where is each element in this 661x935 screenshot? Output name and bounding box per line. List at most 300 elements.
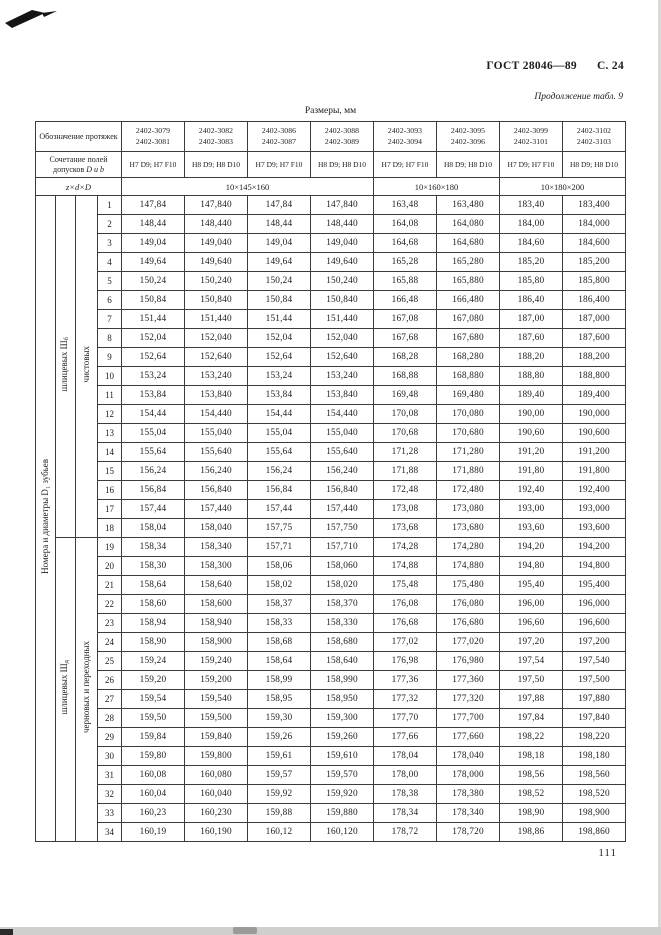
header-row-designations	[36, 122, 626, 152]
tolerance-cell: H8 D9; H8 D10	[311, 152, 374, 178]
value-cell: 192,40	[500, 481, 563, 500]
designation-cell: 2402-3102 2402-3103	[563, 122, 626, 152]
row-number: 28	[98, 709, 122, 728]
axis-label-cell	[36, 196, 56, 842]
designation-cell: 2402-3088 2402-3089	[311, 122, 374, 152]
value-cell: 148,440	[185, 215, 248, 234]
table-row	[36, 633, 626, 652]
value-cell: 197,540	[563, 652, 626, 671]
value-cell: 193,60	[500, 519, 563, 538]
table-row	[36, 196, 626, 215]
designation-cell: 2402-3093 2402-3094	[374, 122, 437, 152]
value-cell: 159,570	[311, 766, 374, 785]
value-cell: 157,710	[311, 538, 374, 557]
value-cell: 160,12	[248, 823, 311, 842]
table-row	[36, 500, 626, 519]
row-number: 15	[98, 462, 122, 481]
value-cell: 152,04	[248, 329, 311, 348]
value-cell: 151,440	[311, 310, 374, 329]
size-group-cell: 10×145×160	[122, 178, 374, 196]
value-cell: 147,840	[311, 196, 374, 215]
row-number: 9	[98, 348, 122, 367]
table-row	[36, 367, 626, 386]
value-cell: 151,440	[185, 310, 248, 329]
value-cell: 178,04	[374, 747, 437, 766]
row-number: 18	[98, 519, 122, 538]
value-cell: 158,940	[185, 614, 248, 633]
value-cell: 158,02	[248, 576, 311, 595]
value-cell: 184,60	[500, 234, 563, 253]
value-cell: 158,95	[248, 690, 311, 709]
value-cell: 155,64	[248, 443, 311, 462]
value-cell: 184,600	[563, 234, 626, 253]
value-cell: 193,00	[500, 500, 563, 519]
value-cell: 198,860	[563, 823, 626, 842]
value-cell: 160,080	[185, 766, 248, 785]
value-cell: 176,080	[437, 595, 500, 614]
value-cell: 159,80	[122, 747, 185, 766]
value-cell: 158,640	[311, 652, 374, 671]
value-cell: 170,68	[374, 424, 437, 443]
value-cell: 156,840	[185, 481, 248, 500]
table-row	[36, 690, 626, 709]
scan-edge-bottom	[0, 927, 661, 935]
value-cell: 153,840	[185, 386, 248, 405]
value-cell: 176,98	[374, 652, 437, 671]
value-cell: 148,44	[248, 215, 311, 234]
size-formula: z×d×D	[36, 178, 122, 196]
value-cell: 159,30	[248, 709, 311, 728]
value-cell: 155,040	[311, 424, 374, 443]
value-cell: 155,04	[122, 424, 185, 443]
table-row	[36, 462, 626, 481]
row-number: 33	[98, 804, 122, 823]
value-cell: 197,54	[500, 652, 563, 671]
table-row	[36, 709, 626, 728]
value-cell: 150,24	[122, 272, 185, 291]
value-cell: 147,84	[122, 196, 185, 215]
value-cell: 167,68	[374, 329, 437, 348]
tolerance-cell: H7 D9; H7 F10	[500, 152, 563, 178]
value-cell: 191,800	[563, 462, 626, 481]
value-cell: 185,200	[563, 253, 626, 272]
tolerance-cell: H7 D9; H7 F10	[248, 152, 311, 178]
value-cell: 169,480	[437, 386, 500, 405]
value-cell: 173,080	[437, 500, 500, 519]
value-cell: 188,200	[563, 348, 626, 367]
value-cell: 157,75	[248, 519, 311, 538]
value-cell: 159,57	[248, 766, 311, 785]
value-cell: 159,300	[311, 709, 374, 728]
value-cell: 150,84	[122, 291, 185, 310]
value-cell: 171,880	[437, 462, 500, 481]
value-cell: 153,24	[248, 367, 311, 386]
value-cell: 168,280	[437, 348, 500, 367]
row-number: 6	[98, 291, 122, 310]
value-cell: 196,00	[500, 595, 563, 614]
value-cell: 149,640	[311, 253, 374, 272]
value-cell: 198,56	[500, 766, 563, 785]
value-cell: 187,000	[563, 310, 626, 329]
value-cell: 168,88	[374, 367, 437, 386]
value-cell: 186,40	[500, 291, 563, 310]
spline-group-cell	[56, 538, 76, 842]
row-number: 2	[98, 215, 122, 234]
value-cell: 191,200	[563, 443, 626, 462]
value-cell: 184,000	[563, 215, 626, 234]
row-number: 13	[98, 424, 122, 443]
value-cell: 149,040	[185, 234, 248, 253]
value-cell: 198,560	[563, 766, 626, 785]
table-row	[36, 215, 626, 234]
row-number: 5	[98, 272, 122, 291]
value-cell: 153,84	[248, 386, 311, 405]
row-number: 16	[98, 481, 122, 500]
value-cell: 197,50	[500, 671, 563, 690]
value-cell: 153,840	[311, 386, 374, 405]
value-cell: 159,610	[311, 747, 374, 766]
table-row	[36, 253, 626, 272]
value-cell: 177,32	[374, 690, 437, 709]
spline-group-cell	[56, 196, 76, 538]
row-number: 31	[98, 766, 122, 785]
value-cell: 159,88	[248, 804, 311, 823]
table-row	[36, 424, 626, 443]
table-row	[36, 804, 626, 823]
value-cell: 149,04	[248, 234, 311, 253]
tolerance-cell: H8 D9; H8 D10	[437, 152, 500, 178]
value-cell: 195,400	[563, 576, 626, 595]
value-cell: 176,680	[437, 614, 500, 633]
value-cell: 174,880	[437, 557, 500, 576]
value-cell: 158,370	[311, 595, 374, 614]
row-number: 11	[98, 386, 122, 405]
value-cell: 196,60	[500, 614, 563, 633]
value-cell: 159,840	[185, 728, 248, 747]
value-cell: 198,900	[563, 804, 626, 823]
value-cell: 174,28	[374, 538, 437, 557]
value-cell: 167,08	[374, 310, 437, 329]
value-cell: 178,00	[374, 766, 437, 785]
value-cell: 156,240	[185, 462, 248, 481]
value-cell: 155,64	[122, 443, 185, 462]
value-cell: 170,680	[437, 424, 500, 443]
value-cell: 164,080	[437, 215, 500, 234]
value-cell: 159,200	[185, 671, 248, 690]
value-cell: 171,28	[374, 443, 437, 462]
table-row	[36, 272, 626, 291]
value-cell: 198,22	[500, 728, 563, 747]
table-caption: Размеры, мм	[304, 106, 357, 116]
value-cell: 165,28	[374, 253, 437, 272]
value-cell: 159,920	[311, 785, 374, 804]
value-cell: 158,68	[248, 633, 311, 652]
value-cell: 149,04	[122, 234, 185, 253]
table-row	[36, 538, 626, 557]
value-cell: 166,480	[437, 291, 500, 310]
tolerance-cell: H7 D9; H7 F10	[374, 152, 437, 178]
value-cell: 198,90	[500, 804, 563, 823]
value-cell: 198,52	[500, 785, 563, 804]
table-row	[36, 747, 626, 766]
value-cell: 152,040	[185, 329, 248, 348]
value-cell: 191,80	[500, 462, 563, 481]
row-number: 8	[98, 329, 122, 348]
table-row	[36, 291, 626, 310]
value-cell: 194,20	[500, 538, 563, 557]
value-cell: 189,400	[563, 386, 626, 405]
value-cell: 154,440	[185, 405, 248, 424]
value-cell: 155,640	[185, 443, 248, 462]
value-cell: 150,24	[248, 272, 311, 291]
value-cell: 183,40	[500, 196, 563, 215]
value-cell: 178,000	[437, 766, 500, 785]
row-number: 12	[98, 405, 122, 424]
value-cell: 197,840	[563, 709, 626, 728]
value-cell: 150,840	[311, 291, 374, 310]
size-group-cell: 10×180×200	[500, 178, 626, 196]
value-cell: 188,80	[500, 367, 563, 386]
tolerance-cell: H8 D9; H8 D10	[185, 152, 248, 178]
value-cell: 159,92	[248, 785, 311, 804]
value-cell: 158,37	[248, 595, 311, 614]
value-cell: 157,44	[248, 500, 311, 519]
value-cell: 157,71	[248, 538, 311, 557]
header-row-tolerances	[36, 152, 626, 178]
value-cell: 169,48	[374, 386, 437, 405]
value-cell: 155,640	[311, 443, 374, 462]
value-cell: 170,08	[374, 405, 437, 424]
teeth-type-label: черновых и переходных	[81, 641, 91, 733]
value-cell: 154,440	[311, 405, 374, 424]
value-cell: 174,280	[437, 538, 500, 557]
value-cell: 188,800	[563, 367, 626, 386]
value-cell: 159,61	[248, 747, 311, 766]
value-cell: 167,080	[437, 310, 500, 329]
value-cell: 159,500	[185, 709, 248, 728]
row-number: 25	[98, 652, 122, 671]
value-cell: 154,44	[122, 405, 185, 424]
value-cell: 189,40	[500, 386, 563, 405]
value-cell: 149,040	[311, 234, 374, 253]
value-cell: 152,640	[185, 348, 248, 367]
table-row	[36, 652, 626, 671]
value-cell: 156,840	[311, 481, 374, 500]
value-cell: 158,900	[185, 633, 248, 652]
value-cell: 158,60	[122, 595, 185, 614]
table-row	[36, 386, 626, 405]
table-row	[36, 766, 626, 785]
value-cell: 171,88	[374, 462, 437, 481]
value-cell: 198,180	[563, 747, 626, 766]
dimensions-table	[35, 121, 626, 842]
value-cell: 160,230	[185, 804, 248, 823]
value-cell: 158,300	[185, 557, 248, 576]
row-number: 3	[98, 234, 122, 253]
value-cell: 190,00	[500, 405, 563, 424]
value-cell: 147,840	[185, 196, 248, 215]
value-cell: 158,990	[311, 671, 374, 690]
value-cell: 159,20	[122, 671, 185, 690]
value-cell: 177,66	[374, 728, 437, 747]
value-cell: 178,380	[437, 785, 500, 804]
value-cell: 163,48	[374, 196, 437, 215]
value-cell: 156,240	[311, 462, 374, 481]
value-cell: 190,600	[563, 424, 626, 443]
row-number: 26	[98, 671, 122, 690]
value-cell: 177,70	[374, 709, 437, 728]
value-cell: 175,48	[374, 576, 437, 595]
table-row	[36, 443, 626, 462]
value-cell: 178,34	[374, 804, 437, 823]
value-cell: 158,020	[311, 576, 374, 595]
spline-group-label: шлицевых $Ш_б$	[59, 336, 71, 392]
value-cell: 194,80	[500, 557, 563, 576]
value-cell: 155,040	[185, 424, 248, 443]
value-cell: 158,34	[122, 538, 185, 557]
table-row	[36, 823, 626, 842]
value-cell: 198,520	[563, 785, 626, 804]
value-cell: 163,480	[437, 196, 500, 215]
value-cell: 151,44	[122, 310, 185, 329]
teeth-type-cell	[76, 196, 98, 538]
value-cell: 197,500	[563, 671, 626, 690]
value-cell: 164,08	[374, 215, 437, 234]
table-row	[36, 595, 626, 614]
table-row	[36, 310, 626, 329]
value-cell: 158,99	[248, 671, 311, 690]
axis-label: Номера и диаметры D₁ зубьев	[40, 458, 50, 574]
value-cell: 183,400	[563, 196, 626, 215]
value-cell: 158,680	[311, 633, 374, 652]
value-cell: 160,19	[122, 823, 185, 842]
value-cell: 157,750	[311, 519, 374, 538]
value-cell: 152,64	[122, 348, 185, 367]
value-cell: 178,040	[437, 747, 500, 766]
value-cell: 190,000	[563, 405, 626, 424]
value-cell: 178,38	[374, 785, 437, 804]
row-number: 17	[98, 500, 122, 519]
value-cell: 158,640	[185, 576, 248, 595]
value-cell: 185,800	[563, 272, 626, 291]
value-cell: 187,60	[500, 329, 563, 348]
table-row	[36, 785, 626, 804]
value-cell: 197,20	[500, 633, 563, 652]
value-cell: 153,240	[185, 367, 248, 386]
value-cell: 158,04	[122, 519, 185, 538]
value-cell: 198,18	[500, 747, 563, 766]
value-cell: 160,040	[185, 785, 248, 804]
table-row	[36, 481, 626, 500]
value-cell: 158,64	[248, 652, 311, 671]
value-cell: 152,04	[122, 329, 185, 348]
value-cell: 173,68	[374, 519, 437, 538]
value-cell: 150,84	[248, 291, 311, 310]
value-cell: 197,880	[563, 690, 626, 709]
scan-corner-mark	[2, 4, 66, 39]
value-cell: 156,24	[122, 462, 185, 481]
value-cell: 159,84	[122, 728, 185, 747]
page-number: 111	[598, 847, 617, 859]
designation-cell: 2402-3095 2402-3096	[437, 122, 500, 152]
value-cell: 159,260	[311, 728, 374, 747]
value-cell: 178,340	[437, 804, 500, 823]
table-row	[36, 671, 626, 690]
value-cell: 149,640	[185, 253, 248, 272]
size-group-cell: 10×160×180	[374, 178, 500, 196]
value-cell: 159,540	[185, 690, 248, 709]
value-cell: 184,00	[500, 215, 563, 234]
row-number: 4	[98, 253, 122, 272]
value-cell: 178,72	[374, 823, 437, 842]
value-cell: 159,26	[248, 728, 311, 747]
table-continuation-note: Продолжение табл. 9	[534, 92, 623, 102]
value-cell: 177,700	[437, 709, 500, 728]
value-cell: 150,240	[311, 272, 374, 291]
page-marker: С. 24	[596, 60, 624, 72]
value-cell: 158,060	[311, 557, 374, 576]
value-cell: 197,88	[500, 690, 563, 709]
table-row	[36, 728, 626, 747]
value-cell: 168,880	[437, 367, 500, 386]
value-cell: 165,88	[374, 272, 437, 291]
value-cell: 177,02	[374, 633, 437, 652]
value-cell: 153,24	[122, 367, 185, 386]
value-cell: 198,86	[500, 823, 563, 842]
table-row	[36, 329, 626, 348]
value-cell: 175,480	[437, 576, 500, 595]
value-cell: 160,23	[122, 804, 185, 823]
designation-cell: 2402-3082 2402-3083	[185, 122, 248, 152]
table-row	[36, 557, 626, 576]
row-number: 19	[98, 538, 122, 557]
value-cell: 158,33	[248, 614, 311, 633]
value-cell: 156,84	[122, 481, 185, 500]
value-cell: 164,680	[437, 234, 500, 253]
value-cell: 150,840	[185, 291, 248, 310]
value-cell: 157,44	[122, 500, 185, 519]
value-cell: 178,720	[437, 823, 500, 842]
value-cell: 157,440	[311, 500, 374, 519]
value-cell: 152,64	[248, 348, 311, 367]
value-cell: 185,80	[500, 272, 563, 291]
scan-edge-blob	[233, 927, 257, 934]
value-cell: 159,800	[185, 747, 248, 766]
value-cell: 158,64	[122, 576, 185, 595]
value-cell: 165,880	[437, 272, 500, 291]
value-cell: 158,040	[185, 519, 248, 538]
tolerance-label: Сочетание полей допусков D и b	[36, 152, 122, 178]
value-cell: 173,08	[374, 500, 437, 519]
value-cell: 158,950	[311, 690, 374, 709]
value-cell: 196,600	[563, 614, 626, 633]
value-cell: 190,60	[500, 424, 563, 443]
value-cell: 171,280	[437, 443, 500, 462]
value-cell: 151,44	[248, 310, 311, 329]
value-cell: 191,20	[500, 443, 563, 462]
value-cell: 176,08	[374, 595, 437, 614]
value-cell: 174,88	[374, 557, 437, 576]
value-cell: 176,980	[437, 652, 500, 671]
value-cell: 193,000	[563, 500, 626, 519]
value-cell: 170,080	[437, 405, 500, 424]
value-cell: 177,320	[437, 690, 500, 709]
value-cell: 148,440	[311, 215, 374, 234]
value-cell: 172,480	[437, 481, 500, 500]
row-number: 14	[98, 443, 122, 462]
teeth-type-cell	[76, 538, 98, 842]
table-row	[36, 519, 626, 538]
